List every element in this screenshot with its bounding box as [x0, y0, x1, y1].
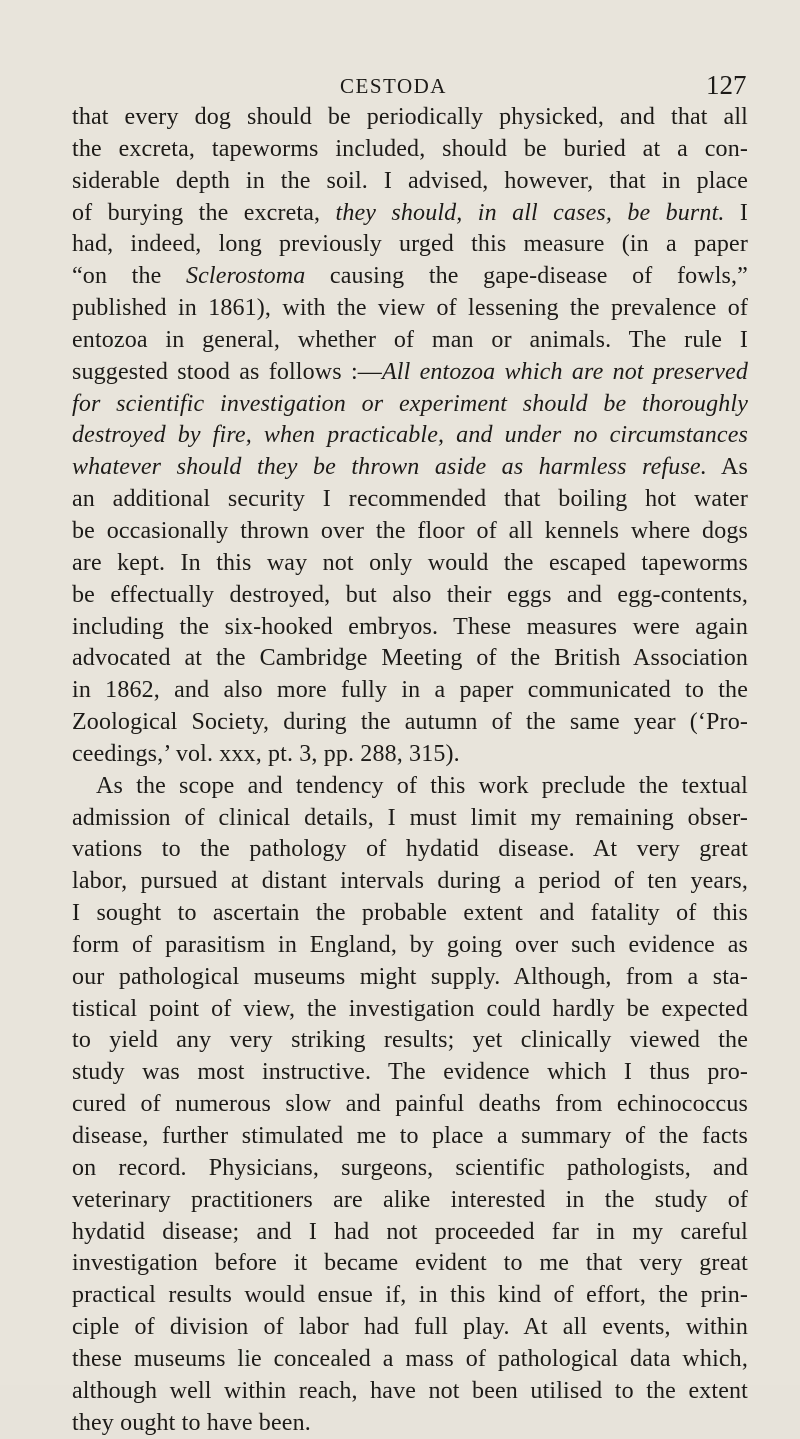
text-line [72, 198, 748, 230]
text-line [72, 357, 748, 389]
text-run: Zoological Society, during the autumn of the same year (‘Pro- [72, 709, 748, 736]
text-run: labor, pursued at distant intervals during a period of ten years, [72, 868, 748, 895]
italic-text: whatever should they be thrown aside as harmless refuse. [72, 454, 707, 481]
text-run: ciple of division of labor had full play. At all events, within [72, 1314, 748, 1341]
text-line [72, 1217, 748, 1249]
text-line [72, 293, 748, 325]
text-line [72, 516, 748, 548]
text-run: that every dog should be periodically physicked, and that all [72, 104, 748, 130]
text-line [72, 1185, 748, 1217]
text-run: I [724, 199, 749, 226]
text-line [72, 102, 748, 134]
text-run: published in 1861), with the view of lessening the prevalence of [72, 295, 748, 322]
text-line [72, 612, 748, 644]
text-run: including the six-hooked embryos. These measures were again [72, 613, 748, 640]
text-line [72, 994, 748, 1026]
text-line [72, 898, 748, 930]
text-line [72, 1280, 748, 1312]
text-run: study was most instructive. The evidence which I thus pro- [72, 1059, 748, 1086]
text-line [72, 643, 748, 675]
text-line [72, 1153, 748, 1185]
text-line [72, 771, 748, 803]
text-run: tistical point of view, the investigation could hardly be expected [72, 995, 748, 1022]
text-line [72, 1089, 748, 1121]
text-run: in 1862, and also more fully in a paper communicated to the [72, 677, 748, 704]
text-run: they ought to have been. [72, 1409, 311, 1436]
body-text [72, 102, 748, 1439]
text-line [72, 484, 748, 516]
italic-text: destroyed by fire, when practicable, and under no circumstances [72, 422, 748, 449]
text-run: be effectually destroyed, but also their eggs and egg-contents, [72, 581, 748, 608]
italic-text: for scientific investigation or experiment should be thoroughly [72, 390, 748, 417]
text-run: an additional security I recommended that boiling hot water [72, 486, 748, 513]
text-run: hydatid disease; and I had not proceeded far in my careful [72, 1218, 748, 1245]
text-line [72, 1057, 748, 1089]
text-line [72, 739, 748, 771]
italic-text: Sclerostoma [185, 263, 306, 290]
text-run: these museums lie concealed a mass of pathological data which, [72, 1345, 748, 1372]
running-head: CESTODA [340, 74, 447, 98]
text-run: are kept. In this way not only would the escaped tapeworms [72, 549, 748, 576]
text-run: had, indeed, long previously urged this measure (in a paper [72, 231, 748, 258]
text-line [72, 548, 748, 580]
text-run: be occasionally thrown over the floor of all kennels where dogs [72, 517, 748, 544]
text-line [72, 930, 748, 962]
page-number: 127 [706, 70, 747, 100]
text-line [72, 1025, 748, 1057]
text-line [72, 707, 748, 739]
text-run: “on the [72, 263, 186, 290]
text-run: entozoa in general, whether of man or animals. The rule I [72, 326, 748, 353]
text-run: of burying the excreta, [72, 199, 336, 226]
text-run: cured of numerous slow and painful deaths from echinococcus [72, 1091, 748, 1118]
text-line [72, 580, 748, 612]
page-header [0, 66, 800, 106]
text-run: on record. Physicians, surgeons, scientific pathologists, and [72, 1154, 748, 1181]
text-line [72, 325, 748, 357]
italic-text: All entozoa which are not preserved [381, 358, 749, 385]
text-run: causing the gape-disease of fowls,” [305, 263, 748, 290]
text-run: admission of clinical details, I must limit my remaining obser- [72, 804, 748, 831]
text-line [72, 1248, 748, 1280]
text-line [72, 1121, 748, 1153]
italic-text: they should, in all cases, be burnt. [335, 199, 725, 226]
text-run: As [706, 454, 748, 481]
text-run: practical results would ensue if, in this kind of effort, the prin- [72, 1282, 748, 1309]
text-run: As the scope and tendency of this work preclude the textual [96, 772, 748, 799]
text-run: advocated at the Cambridge Meeting of the British Association [72, 645, 748, 672]
text-line [72, 134, 748, 166]
text-line [72, 803, 748, 835]
text-run: suggested stood as follows :— [72, 358, 382, 385]
text-run: the excreta, tapeworms included, should be buried at a con- [72, 135, 748, 162]
text-run: although well within reach, have not been utilised to the extent [72, 1377, 748, 1404]
text-line [72, 1408, 748, 1439]
text-run: siderable depth in the soil. I advised, however, that in place [72, 167, 748, 194]
text-run: vations to the pathology of hydatid disease. At very great [72, 836, 748, 863]
text-line [72, 452, 748, 484]
text-line [72, 675, 748, 707]
text-line [72, 866, 748, 898]
text-line [72, 420, 748, 452]
text-run: I sought to ascertain the probable extent and fatality of this [72, 900, 748, 927]
text-line [72, 1376, 748, 1408]
text-run: our pathological museums might supply. Although, from a sta- [72, 963, 748, 990]
text-line [72, 166, 748, 198]
text-line [72, 1312, 748, 1344]
text-line [72, 389, 748, 421]
text-run: ceedings,’ vol. xxx, pt. 3, pp. 288, 315). [72, 740, 460, 767]
text-line [72, 261, 748, 293]
text-line [72, 962, 748, 994]
text-line [72, 1344, 748, 1376]
text-run: investigation before it became evident to me that very great [72, 1250, 748, 1277]
text-run: veterinary practitioners are alike interested in the study of [72, 1186, 748, 1213]
text-line [72, 834, 748, 866]
text-line [72, 229, 748, 261]
text-run: disease, further stimulated me to place a summary of the facts [72, 1123, 748, 1149]
text-run: form of parasitism in England, by going over such evidence as [72, 931, 748, 958]
text-run: to yield any very striking results; yet clinically viewed the [72, 1027, 748, 1054]
